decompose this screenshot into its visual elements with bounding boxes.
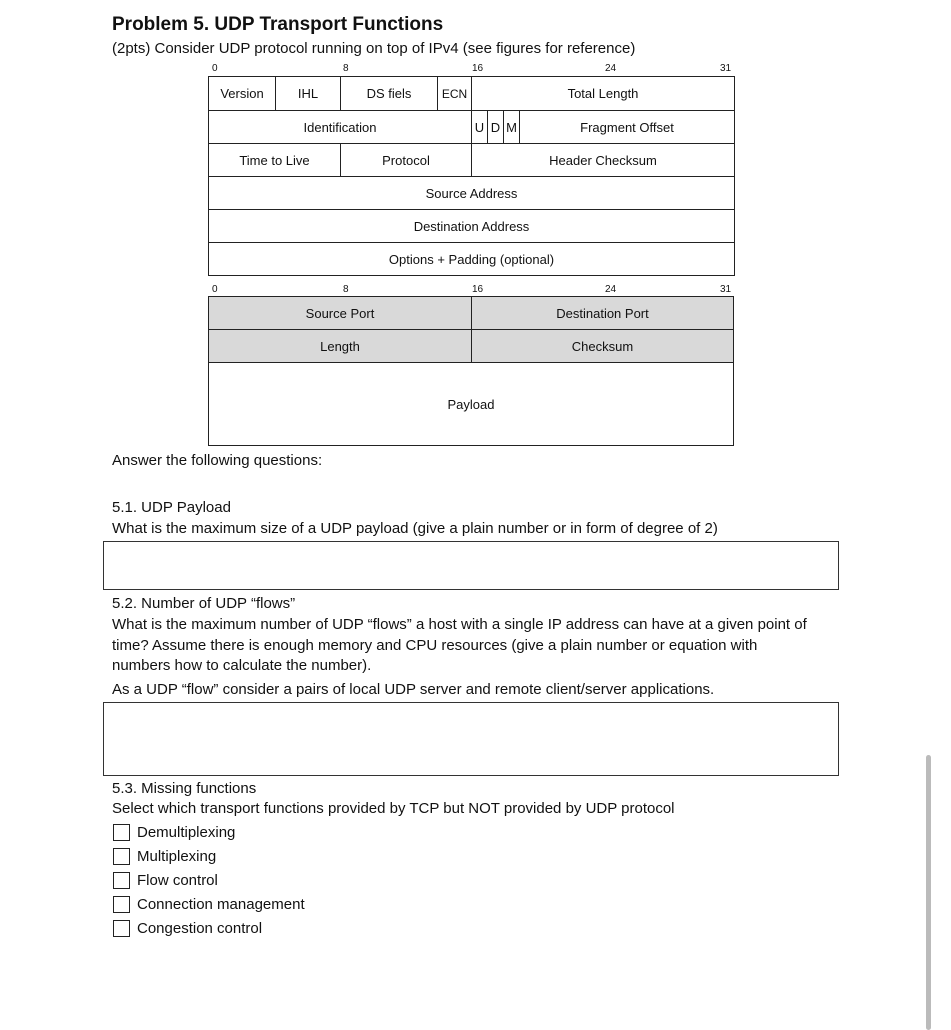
bit-label: 0: [212, 284, 218, 295]
q2-text: What is the maximum number of UDP “flows” a host with a single IP address can have at a given point of: [112, 616, 807, 633]
problem-intro: (2pts) Consider UDP protocol running on top of IPv4 (see figures for reference): [112, 40, 636, 57]
checkbox-congestion-control[interactable]: [113, 920, 130, 937]
field-header-checksum: Header Checksum: [471, 143, 735, 177]
bit-label: 24: [605, 284, 617, 295]
bit-label: 24: [605, 63, 617, 74]
field-source-port: Source Port: [208, 296, 472, 330]
field-version: Version: [208, 76, 276, 111]
checkbox-label: Multiplexing: [137, 848, 217, 865]
bit-label: 16: [472, 284, 484, 295]
answer-intro: Answer the following questions:: [112, 452, 323, 469]
q3-heading: 5.3. Missing functions: [112, 780, 257, 797]
field-destination-port: Destination Port: [471, 296, 734, 330]
problem-title: Problem 5. UDP Transport Functions: [112, 14, 444, 35]
field-checksum: Checksum: [471, 329, 734, 363]
field-ds: DS fiels: [340, 76, 438, 111]
field-payload: Payload: [208, 362, 734, 446]
bit-label: 8: [343, 63, 349, 74]
q2-text: time? Assume there is enough memory and CPU resources (give a plain number or equation with: [112, 637, 758, 654]
bit-label: 0: [212, 63, 218, 74]
bit-label: 8: [343, 284, 349, 295]
q1-text: What is the maximum size of a UDP payload (give a plain number or in form of degree of 2): [112, 520, 718, 537]
field-flag-u: U: [471, 110, 488, 144]
q2-text: As a UDP “flow” consider a pairs of local UDP server and remote client/server applications.: [112, 681, 715, 698]
field-flag-d: D: [487, 110, 504, 144]
bit-label: 31: [720, 63, 732, 74]
field-ihl: IHL: [275, 76, 341, 111]
field-ecn: ECN: [437, 76, 472, 111]
q3-text: Select which transport functions provided by TCP but NOT provided by UDP protocol: [112, 800, 675, 817]
field-total-length: Total Length: [471, 76, 735, 111]
bit-label: 31: [720, 284, 732, 295]
field-flag-m: M: [503, 110, 520, 144]
field-identification: Identification: [208, 110, 472, 144]
field-destination-address: Destination Address: [208, 209, 735, 243]
checkbox-label: Congestion control: [137, 920, 263, 937]
q1-answer-field[interactable]: [103, 541, 839, 590]
checkbox-label: Flow control: [137, 872, 218, 889]
field-protocol: Protocol: [340, 143, 472, 177]
field-source-address: Source Address: [208, 176, 735, 210]
checkbox-multiplexing[interactable]: [113, 848, 130, 865]
q1-heading: 5.1. UDP Payload: [112, 499, 231, 516]
q2-text: numbers how to calculate the number).: [112, 657, 372, 674]
checkbox-connection-management[interactable]: [113, 896, 130, 913]
field-ttl: Time to Live: [208, 143, 341, 177]
bit-label: 16: [472, 63, 484, 74]
checkbox-flow-control[interactable]: [113, 872, 130, 889]
checkbox-label: Connection management: [137, 896, 305, 913]
q2-heading: 5.2. Number of UDP “flows”: [112, 595, 296, 612]
scrollbar[interactable]: [926, 755, 931, 1030]
q2-answer-field[interactable]: [103, 702, 839, 776]
field-fragment-offset: Fragment Offset: [519, 110, 735, 144]
field-length: Length: [208, 329, 472, 363]
field-options: Options + Padding (optional): [208, 242, 735, 276]
checkbox-demultiplexing[interactable]: [113, 824, 130, 841]
checkbox-label: Demultiplexing: [137, 824, 236, 841]
